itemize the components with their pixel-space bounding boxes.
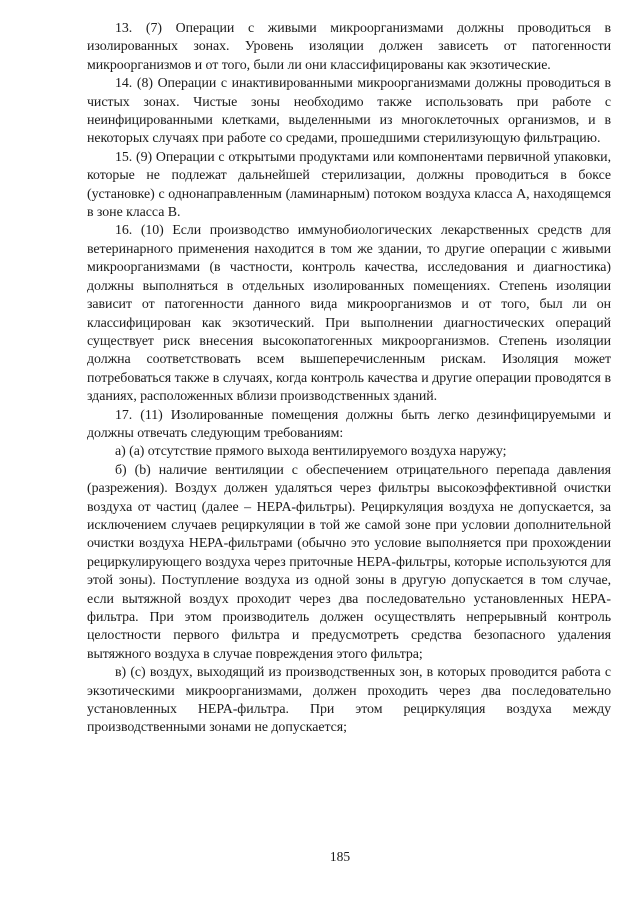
page-number: 185: [329, 849, 351, 864]
paragraph-14: 14. (8) Операции с инактивированными микроорганизмами должны проводиться в чистых зонах. Чистые зоны необходимо также использовать при работе с неинфицированными клетками, выделенными из многоклеточных организмов, и в некоторых случаях при работе со средами, прошедшими стерилизующую фильтрацию.: [87, 76, 611, 147]
requirement-a: а) (а) отсутствие прямого выхода вентилируемого воздуха наружу;: [115, 444, 507, 460]
paragraph-16: 16. (10) Если производство иммунобиологических лекарственных средств для ветеринарного применения находится в том же здании, то другие операции с живыми микроорганизмами (в частности, контроль качества, исследования и диагностика) должны выполняться в отдельных изолированных помещениях. Степень изоляции зависит от патогенности данного вида микроорганизмов и от того, был ли он классифицирован как экзотический. При выполнении диагностических операций существует риск внесения высокопатогенных микроорганизмов. Степень изоляции должна соответствовать всем вышеперечисленным рискам. Изоляция может потребоваться также в случаях, когда контроль качества и другие операции проводятся в зданиях, расположенных вблизи производственных зданий.: [87, 223, 611, 405]
document-page: [87, 20, 611, 738]
paragraph-13: 13. (7) Операции с живыми микроорганизмами должны проводиться в изолированных зонах. Уровень изоляции должен зависеть от патогенности микроорганизмов и от того, были ли они классифицированы как экзотические.: [87, 21, 611, 73]
paragraph-15: 15. (9) Операции с открытыми продуктами или компонентами первичной упаковки, которые не подлежат дальнейшей стерилизации, должны проводиться в боксе (установке) с однонаправленным (ламинарным) потоком воздуха класса А, находящемся в зоне класса В.: [87, 149, 611, 221]
requirement-b: б) (b) наличие вентиляции с обеспечением отрицательного перепада давления (разрежения). Воздух должен удаляться через фильтры высокоэффективной очистки воздуха от частиц (далее – HEPA-фильтры). Рециркуляция воздуха не допускается, за исключением случаев рециркуляции в той же самой зоне при условии дополнительной очистки воздуха HEPA-фильтрами (обычно это условие выполняется при прохождении рециркулирующего воздуха через приточные HEPA-фильтры, которые используются для этой зоны). Поступление воздуха из одной зоны в другую допускается в том случае, если вытяжной воздух проходит через два последовательно установленных HEPA-фильтра. При этом производитель должен осуществлять непрерывный контроль целостности первого фильтра и предусмотреть средства безопасного удаления вытяжного воздуха в случае повреждения этого фильтра;: [87, 462, 611, 662]
requirement-c: в) (с) воздух, выходящий из производственных зон, в которых проводится работа с экзотическими микроорганизмами, должен проходить через два последовательно установленных HEPA-фильтра. При этом рециркуляция воздуха между производственными зонами не допускается;: [87, 665, 611, 736]
paragraph-17: 17. (11) Изолированные помещения должны быть легко дезинфицируемыми и должны отвечать следующим требованиям:: [87, 407, 611, 441]
